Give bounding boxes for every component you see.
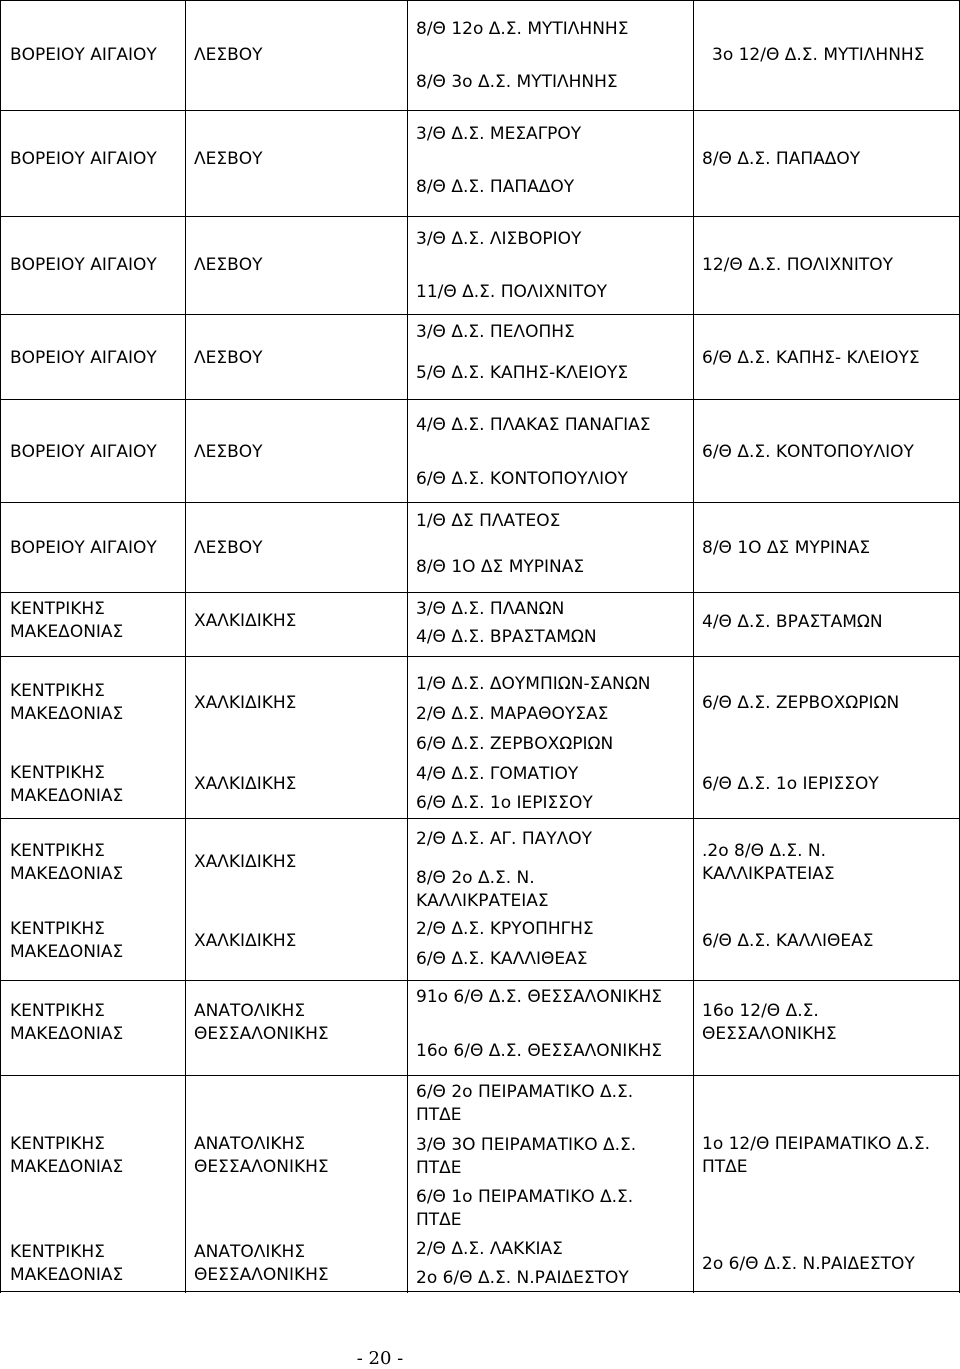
table-border (0, 314, 960, 315)
school-entry: 3/Θ Δ.Σ. ΠΕΛΟΠΗΣ (416, 322, 575, 342)
region-cell: ΒΟΡΕΙΟΥ ΑΙΓΑΙΟΥ (10, 149, 157, 169)
result-cell: 3ο 12/Θ Δ.Σ. ΜΥΤΙΛΗΝΗΣ (712, 45, 925, 65)
school-entry: 3/Θ Δ.Σ. ΠΛΑΝΩΝ (416, 599, 565, 619)
result-cell: 8/Θ 1Ο ΔΣ ΜΥΡΙΝΑΣ (702, 538, 871, 558)
prefecture-cell: ΧΑΛΚΙΔΙΚΗΣ (194, 611, 297, 631)
region-cell: ΚΕΝΤΡΙΚΗΣ ΜΑΚΕΔΟΝΙΑΣ (10, 1134, 124, 1177)
region-cell: ΒΟΡΕΙΟΥ ΑΙΓΑΙΟΥ (10, 538, 157, 558)
region-cell: ΚΕΝΤΡΙΚΗΣ ΜΑΚΕΔΟΝΙΑΣ (10, 763, 124, 806)
school-entry: 3/Θ Δ.Σ. ΛΙΣΒΟΡΙΟΥ (416, 229, 582, 249)
school-entry: 2/Θ Δ.Σ. ΜΑΡΑΘΟΥΣΑΣ (416, 704, 609, 724)
result-cell: 6/Θ Δ.Σ. ΖΕΡΒΟΧΩΡΙΩΝ (702, 693, 900, 713)
prefecture-cell: ΛΕΣΒΟΥ (194, 149, 263, 169)
school-entry: 6/Θ 2ο ΠΕΙΡΑΜΑΤΙΚΟ Δ.Σ. ΠΤΔΕ (416, 1082, 634, 1125)
region-cell: ΚΕΝΤΡΙΚΗΣ ΜΑΚΕΔΟΝΙΑΣ (10, 1242, 124, 1285)
table-border (0, 0, 1, 1293)
region-cell: ΚΕΝΤΡΙΚΗΣ ΜΑΚΕΔΟΝΙΑΣ (10, 1001, 124, 1044)
region-cell: ΒΟΡΕΙΟΥ ΑΙΓΑΙΟΥ (10, 442, 157, 462)
table-border (0, 656, 960, 657)
result-cell: 6/Θ Δ.Σ. ΚΑΠΗΣ- ΚΛΕΙΟΥΣ (702, 348, 920, 368)
result-cell: 1ο 12/Θ ΠΕΙΡΑΜΑΤΙΚΟ Δ.Σ. ΠΤΔΕ (702, 1134, 930, 1177)
table-border (0, 818, 960, 819)
school-entry: 3/Θ Δ.Σ. ΜΕΣΑΓΡΟΥ (416, 124, 582, 144)
region-cell: ΚΕΝΤΡΙΚΗΣ ΜΑΚΕΔΟΝΙΑΣ (10, 599, 124, 642)
table-border (693, 0, 694, 1293)
result-cell: 6/Θ Δ.Σ. ΚΑΛΛΙΘΕΑΣ (702, 931, 874, 951)
result-cell: .2ο 8/Θ Δ.Σ. Ν. ΚΑΛΛΙΚΡΑΤΕΙΑΣ (702, 841, 835, 884)
prefecture-cell: ΧΑΛΚΙΔΙΚΗΣ (194, 774, 297, 794)
school-entry: 6/Θ Δ.Σ. ΖΕΡΒΟΧΩΡΙΩΝ (416, 734, 614, 754)
school-entry: 6/Θ Δ.Σ. 1ο ΙΕΡΙΣΣΟΥ (416, 793, 593, 813)
school-entry: 8/Θ Δ.Σ. ΠΑΠΑΔΟΥ (416, 177, 575, 197)
school-entry: 4/Θ Δ.Σ. ΒΡΑΣΤΑΜΩΝ (416, 627, 597, 647)
table-border (0, 592, 960, 593)
prefecture-cell: ΑΝΑΤΟΛΙΚΗΣ ΘΕΣΣΑΛΟΝΙΚΗΣ (194, 1242, 329, 1285)
table-border (0, 110, 960, 111)
result-cell: 4/Θ Δ.Σ. ΒΡΑΣΤΑΜΩΝ (702, 612, 883, 632)
prefecture-cell: ΛΕΣΒΟΥ (194, 255, 263, 275)
school-entry: 11/Θ Δ.Σ. ΠΟΛΙΧΝΙΤΟΥ (416, 282, 608, 302)
school-entry: 6/Θ 1ο ΠΕΙΡΑΜΑΤΙΚΟ Δ.Σ. ΠΤΔΕ (416, 1187, 634, 1230)
region-cell: ΒΟΡΕΙΟΥ ΑΙΓΑΙΟΥ (10, 255, 157, 275)
prefecture-cell: ΑΝΑΤΟΛΙΚΗΣ ΘΕΣΣΑΛΟΝΙΚΗΣ (194, 1134, 329, 1177)
table-border (185, 0, 186, 1293)
school-entry: 8/Θ 1Ο ΔΣ ΜΥΡΙΝΑΣ (416, 557, 585, 577)
prefecture-cell: ΛΕΣΒΟΥ (194, 538, 263, 558)
school-entry: 6/Θ Δ.Σ. ΚΑΛΛΙΘΕΑΣ (416, 949, 588, 969)
school-entry: 3/Θ 3Ο ΠΕΙΡΑΜΑΤΙΚΟ Δ.Σ. ΠΤΔΕ (416, 1135, 637, 1178)
result-cell: 8/Θ Δ.Σ. ΠΑΠΑΔΟΥ (702, 149, 861, 169)
prefecture-cell: ΧΑΛΚΙΔΙΚΗΣ (194, 852, 297, 872)
school-entry: 6/Θ Δ.Σ. ΚΟΝΤΟΠΟΥΛΙΟΥ (416, 469, 628, 489)
result-cell: 16ο 12/Θ Δ.Σ. ΘΕΣΣΑΛΟΝΙΚΗΣ (702, 1001, 837, 1044)
school-entry: 4/Θ Δ.Σ. ΓΟΜΑΤΙΟΥ (416, 764, 579, 784)
result-cell: 6/Θ Δ.Σ. ΚΟΝΤΟΠΟΥΛΙΟΥ (702, 442, 914, 462)
region-cell: ΒΟΡΕΙΟΥ ΑΙΓΑΙΟΥ (10, 45, 157, 65)
prefecture-cell: ΑΝΑΤΟΛΙΚΗΣ ΘΕΣΣΑΛΟΝΙΚΗΣ (194, 1001, 329, 1044)
school-entry: 16ο 6/Θ Δ.Σ. ΘΕΣΣΑΛΟΝΙΚΗΣ (416, 1041, 662, 1061)
table-border (0, 399, 960, 400)
table-border (0, 216, 960, 217)
school-entry: 1/Θ ΔΣ ΠΛΑΤΕΟΣ (416, 511, 561, 531)
prefecture-cell: ΧΑΛΚΙΔΙΚΗΣ (194, 931, 297, 951)
school-entry: 8/Θ 3ο Δ.Σ. ΜΥΤΙΛΗΝΗΣ (416, 72, 618, 92)
school-entry: 8/Θ 2ο Δ.Σ. Ν. ΚΑΛΛΙΚΡΑΤΕΙΑΣ (416, 868, 549, 911)
table-border (0, 0, 960, 1)
result-cell: 2ο 6/Θ Δ.Σ. Ν.ΡΑΙΔΕΣΤΟΥ (702, 1254, 915, 1274)
region-cell: ΚΕΝΤΡΙΚΗΣ ΜΑΚΕΔΟΝΙΑΣ (10, 681, 124, 724)
table-border (0, 980, 960, 981)
school-entry: 2/Θ Δ.Σ. ΛΑΚΚΙΑΣ (416, 1239, 563, 1259)
school-entry: 2/Θ Δ.Σ. ΚΡΥΟΠΗΓΗΣ (416, 919, 594, 939)
school-entry: 2ο 6/Θ Δ.Σ. Ν.ΡΑΙΔΕΣΤΟΥ (416, 1268, 629, 1288)
school-entry: 5/Θ Δ.Σ. ΚΑΠΗΣ-ΚΛΕΙΟΥΣ (416, 363, 629, 383)
table-border (407, 0, 408, 1293)
page-number: - 20 - (356, 1348, 404, 1369)
school-entry: 8/Θ 12ο Δ.Σ. ΜΥΤΙΛΗΝΗΣ (416, 19, 629, 39)
prefecture-cell: ΛΕΣΒΟΥ (194, 45, 263, 65)
table-border (0, 502, 960, 503)
school-entry: 91ο 6/Θ Δ.Σ. ΘΕΣΣΑΛΟΝΙΚΗΣ (416, 987, 662, 1007)
prefecture-cell: ΛΕΣΒΟΥ (194, 442, 263, 462)
school-entry: 2/Θ Δ.Σ. ΑΓ. ΠΑΥΛΟΥ (416, 829, 593, 849)
prefecture-cell: ΧΑΛΚΙΔΙΚΗΣ (194, 693, 297, 713)
result-cell: 6/Θ Δ.Σ. 1ο ΙΕΡΙΣΣΟΥ (702, 774, 879, 794)
result-cell: 12/Θ Δ.Σ. ΠΟΛΙΧΝΙΤΟΥ (702, 255, 894, 275)
school-entry: 4/Θ Δ.Σ. ΠΛΑΚΑΣ ΠΑΝΑΓΙΑΣ (416, 415, 651, 435)
region-cell: ΒΟΡΕΙΟΥ ΑΙΓΑΙΟΥ (10, 348, 157, 368)
region-cell: ΚΕΝΤΡΙΚΗΣ ΜΑΚΕΔΟΝΙΑΣ (10, 841, 124, 884)
prefecture-cell: ΛΕΣΒΟΥ (194, 348, 263, 368)
region-cell: ΚΕΝΤΡΙΚΗΣ ΜΑΚΕΔΟΝΙΑΣ (10, 919, 124, 962)
table-border (0, 1291, 960, 1292)
table-border (0, 1075, 960, 1076)
school-entry: 1/Θ Δ.Σ. ΔΟΥΜΠΙΩΝ-ΣΑΝΩΝ (416, 674, 651, 694)
